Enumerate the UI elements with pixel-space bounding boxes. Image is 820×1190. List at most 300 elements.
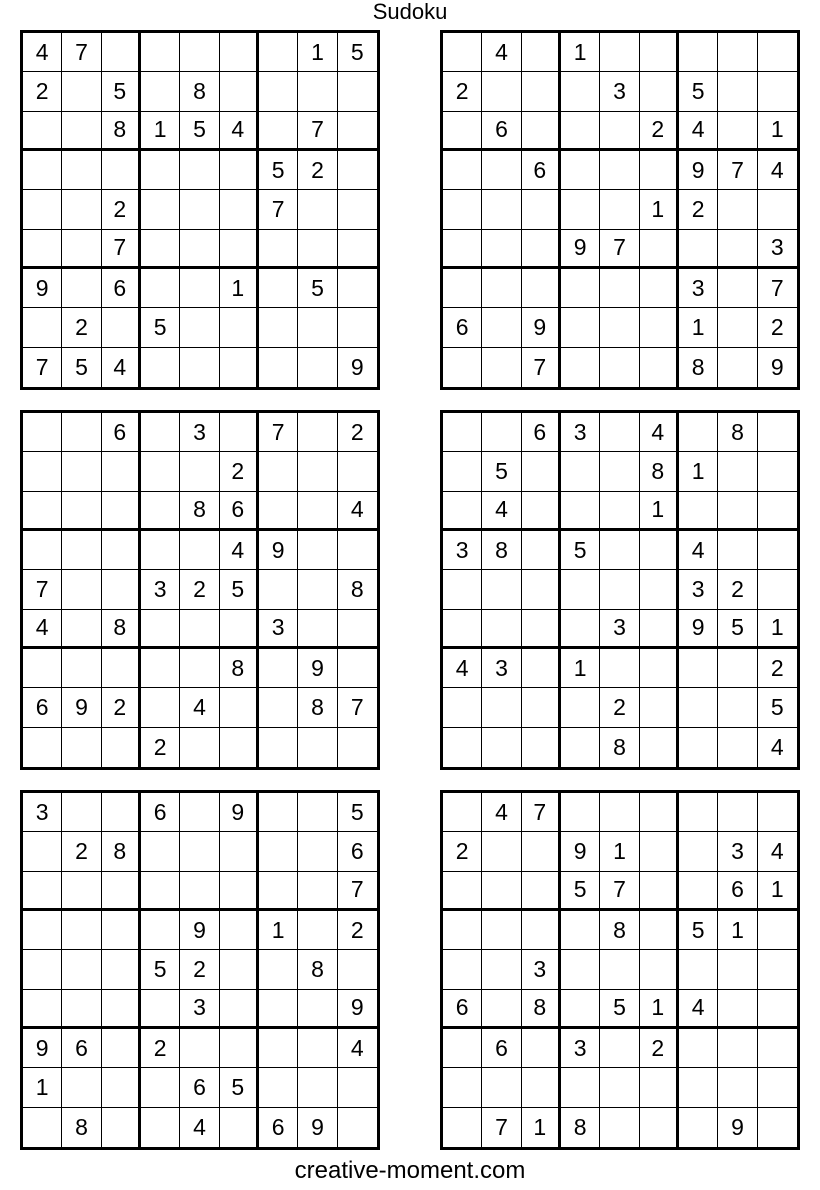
sudoku-cell: 1: [758, 610, 797, 649]
sudoku-cell: 7: [482, 1108, 521, 1147]
sudoku-cell: 7: [102, 230, 141, 269]
sudoku-cell: [679, 950, 718, 989]
sudoku-cell: [522, 230, 561, 269]
sudoku-cell: [141, 230, 180, 269]
sudoku-cell: [758, 72, 797, 111]
sudoku-cell: [180, 832, 219, 871]
sudoku-cell: [220, 151, 259, 190]
sudoku-cell: [758, 413, 797, 452]
sudoku-cell: [600, 1108, 639, 1147]
sudoku-cell: [62, 269, 101, 308]
sudoku-cell: [180, 230, 219, 269]
sudoku-cell: [62, 151, 101, 190]
sudoku-cell: 4: [640, 413, 679, 452]
sudoku-cell: [758, 492, 797, 531]
sudoku-cell: [522, 492, 561, 531]
sudoku-cell: [443, 728, 482, 767]
sudoku-cell: [102, 649, 141, 688]
sudoku-cell: 1: [220, 269, 259, 308]
sudoku-cell: [443, 112, 482, 151]
sudoku-cell: 6: [102, 413, 141, 452]
sudoku-cell: [640, 570, 679, 609]
sudoku-cell: [758, 1029, 797, 1068]
sudoku-cell: 5: [679, 911, 718, 950]
sudoku-cell: [600, 1029, 639, 1068]
sudoku-cell: [259, 832, 298, 871]
sudoku-cell: [561, 348, 600, 387]
sudoku-cell: [180, 151, 219, 190]
sudoku-cell: [259, 649, 298, 688]
sudoku-cell: 2: [180, 950, 219, 989]
sudoku-cell: [220, 230, 259, 269]
sudoku-cell: [259, 33, 298, 72]
sudoku-cell: 2: [640, 112, 679, 151]
sudoku-cell: [220, 72, 259, 111]
sudoku-cell: 6: [180, 1068, 219, 1107]
sudoku-cell: [338, 452, 377, 491]
sudoku-cell: [679, 649, 718, 688]
sudoku-cell: 8: [561, 1108, 600, 1147]
sudoku-cell: [640, 832, 679, 871]
sudoku-cell: 1: [758, 112, 797, 151]
sudoku-cell: [718, 269, 757, 308]
sudoku-cell: [259, 230, 298, 269]
sudoku-cell: [298, 230, 337, 269]
sudoku-cell: [220, 872, 259, 911]
sudoku-cell: [220, 190, 259, 229]
sudoku-cell: 4: [758, 832, 797, 871]
sudoku-cell: [180, 872, 219, 911]
sudoku-cell: 5: [482, 452, 521, 491]
sudoku-cell: [443, 1029, 482, 1068]
sudoku-cell: [102, 452, 141, 491]
sudoku-cell: [640, 872, 679, 911]
sudoku-cell: [443, 950, 482, 989]
sudoku-cell: [522, 872, 561, 911]
sudoku-cell: 5: [259, 151, 298, 190]
sudoku-cell: [561, 950, 600, 989]
sudoku-cell: 4: [443, 649, 482, 688]
sudoku-cell: [522, 72, 561, 111]
sudoku-cell: [298, 492, 337, 531]
sudoku-cell: [102, 531, 141, 570]
sudoku-cell: [220, 990, 259, 1029]
sudoku-cell: [640, 1068, 679, 1107]
sudoku-cell: [718, 688, 757, 727]
sudoku-cell: [600, 452, 639, 491]
sudoku-cell: 6: [23, 688, 62, 727]
sudoku-cell: [718, 728, 757, 767]
sudoku-cell: [443, 911, 482, 950]
sudoku-cell: [522, 1068, 561, 1107]
sudoku-cell: 2: [141, 728, 180, 767]
sudoku-cell: 2: [220, 452, 259, 491]
sudoku-cell: [758, 190, 797, 229]
sudoku-cell: [718, 1029, 757, 1068]
sudoku-cell: [141, 33, 180, 72]
sudoku-cell: 1: [679, 308, 718, 347]
sudoku-cell: [522, 269, 561, 308]
sudoku-cell: [23, 151, 62, 190]
sudoku-cell: 9: [220, 793, 259, 832]
sudoku-cell: 8: [600, 728, 639, 767]
sudoku-cell: 4: [102, 348, 141, 387]
sudoku-cell: [640, 950, 679, 989]
sudoku-cell: [561, 492, 600, 531]
sudoku-cell: [443, 348, 482, 387]
sudoku-cell: 8: [679, 348, 718, 387]
sudoku-cell: [640, 688, 679, 727]
sudoku-cell: [141, 832, 180, 871]
sudoku-cell: 1: [522, 1108, 561, 1147]
sudoku-cell: [443, 872, 482, 911]
sudoku-cell: 7: [600, 230, 639, 269]
sudoku-cell: 3: [482, 649, 521, 688]
sudoku-cell: [600, 649, 639, 688]
sudoku-cell: [62, 230, 101, 269]
sudoku-cell: [482, 990, 521, 1029]
sudoku-cell: [298, 452, 337, 491]
sudoku-cell: 4: [220, 112, 259, 151]
sudoku-cell: 3: [758, 230, 797, 269]
sudoku-cell: 4: [770, 733, 784, 760]
sudoku-cell: 2: [758, 308, 797, 347]
sudoku-cell: [259, 72, 298, 111]
sudoku-cell: [522, 728, 561, 767]
sudoku-cell: [758, 531, 797, 570]
sudoku-cell: [338, 112, 377, 151]
sudoku-cell: 5: [679, 72, 718, 111]
sudoku-cell: [561, 112, 600, 151]
sudoku-cell: [522, 112, 561, 151]
sudoku-cell: [62, 570, 101, 609]
sudoku-cell: [62, 911, 101, 950]
sudoku-cell: [522, 452, 561, 491]
sudoku-cell: [298, 531, 337, 570]
sudoku-cell: 4: [338, 1029, 377, 1068]
sudoku-puzzle-5: [20, 790, 380, 1150]
sudoku-cell: 6: [338, 832, 377, 871]
sudoku-cell: [141, 531, 180, 570]
sudoku-cell: [561, 452, 600, 491]
sudoku-cell: [758, 1068, 797, 1107]
sudoku-cell: 5: [561, 872, 600, 911]
sudoku-cell: [600, 151, 639, 190]
sudoku-cell: 3: [141, 570, 180, 609]
sudoku-cell: [482, 72, 521, 111]
sudoku-cell: [62, 649, 101, 688]
sudoku-cell: [522, 610, 561, 649]
sudoku-cell: 3: [443, 531, 482, 570]
sudoku-cell: [23, 492, 62, 531]
sudoku-cell: [298, 610, 337, 649]
sudoku-cell: [718, 492, 757, 531]
sudoku-cell: [600, 492, 639, 531]
sudoku-cell: [482, 911, 521, 950]
sudoku-cell: [482, 610, 521, 649]
sudoku-cell: [522, 911, 561, 950]
sudoku-cell: 6: [259, 1108, 298, 1147]
sudoku-cell: [679, 832, 718, 871]
sudoku-cell: 4: [482, 33, 521, 72]
sudoku-cell: 2: [338, 413, 377, 452]
sudoku-cell: 4: [679, 990, 718, 1029]
sudoku-cell: [758, 1108, 797, 1147]
sudoku-cell: 8: [640, 452, 679, 491]
sudoku-cell: 6: [102, 269, 141, 308]
sudoku-cell: [443, 570, 482, 609]
sudoku-cell: 8: [180, 492, 219, 531]
sudoku-cell: [600, 950, 639, 989]
sudoku-cell: [298, 911, 337, 950]
sudoku-cell: [141, 190, 180, 229]
sudoku-cell: [640, 793, 679, 832]
sudoku-cell: [561, 72, 600, 111]
sudoku-puzzle-2: [440, 30, 800, 390]
sudoku-cell: [561, 990, 600, 1029]
sudoku-cell: 2: [180, 570, 219, 609]
sudoku-cell: [23, 728, 62, 767]
sudoku-cell: 6: [141, 793, 180, 832]
sudoku-cell: [561, 610, 600, 649]
sudoku-cell: [338, 230, 377, 269]
sudoku-cell: [180, 793, 219, 832]
sudoku-cell: [23, 911, 62, 950]
sudoku-cell: [338, 728, 377, 767]
sudoku-cell: 3: [23, 793, 62, 832]
sudoku-cell: [141, 1068, 180, 1107]
sudoku-cell: [23, 413, 62, 452]
sudoku-cell: [220, 911, 259, 950]
sudoku-cell: [259, 492, 298, 531]
sudoku-cell: [102, 570, 141, 609]
sudoku-cell: [600, 1068, 639, 1107]
sudoku-cell: [298, 990, 337, 1029]
sudoku-cell: [443, 269, 482, 308]
sudoku-cell: [23, 950, 62, 989]
sudoku-cell: [561, 570, 600, 609]
sudoku-cell: [679, 793, 718, 832]
sudoku-cell: [679, 230, 718, 269]
sudoku-cell: 2: [338, 911, 377, 950]
sudoku-cell: 8: [482, 531, 521, 570]
sudoku-cell: [640, 348, 679, 387]
sudoku-cell: [62, 72, 101, 111]
sudoku-cell: 9: [561, 230, 600, 269]
sudoku-cell: [600, 348, 639, 387]
sudoku-cell: [102, 308, 141, 347]
sudoku-cell: [338, 610, 377, 649]
sudoku-cell: [522, 649, 561, 688]
sudoku-cell: [298, 1029, 337, 1068]
sudoku-cell: [62, 610, 101, 649]
sudoku-cell: 9: [338, 990, 377, 1029]
sudoku-cell: [62, 1068, 101, 1107]
sudoku-cell: 5: [561, 531, 600, 570]
sudoku-cell: 9: [23, 269, 62, 308]
sudoku-cell: [259, 1029, 298, 1068]
sudoku-cell: [62, 112, 101, 151]
sudoku-cell: [259, 950, 298, 989]
sudoku-cell: 8: [600, 911, 639, 950]
sudoku-cell: 2: [718, 570, 757, 609]
sudoku-cell: [298, 308, 337, 347]
sudoku-cell: [443, 1068, 482, 1107]
sudoku-cell: [758, 570, 797, 609]
sudoku-cell: 2: [141, 1029, 180, 1068]
sudoku-cell: [141, 492, 180, 531]
sudoku-cell: [259, 793, 298, 832]
sudoku-cell: 2: [758, 649, 797, 688]
sudoku-cell: 1: [600, 832, 639, 871]
sudoku-cell: [338, 72, 377, 111]
sudoku-cell: 2: [23, 72, 62, 111]
sudoku-cell: 6: [443, 990, 482, 1029]
sudoku-cell: [718, 348, 757, 387]
sudoku-cell: [298, 728, 337, 767]
sudoku-cell: 1: [718, 911, 757, 950]
sudoku-cell: [102, 911, 141, 950]
sudoku-cell: 5: [220, 570, 259, 609]
sudoku-cell: [600, 33, 639, 72]
sudoku-cell: 1: [561, 33, 600, 72]
sudoku-cell: [679, 872, 718, 911]
sudoku-cell: 5: [141, 308, 180, 347]
sudoku-cell: [23, 832, 62, 871]
sudoku-cell: [561, 688, 600, 727]
sudoku-cell: 3: [679, 570, 718, 609]
sudoku-cell: 6: [718, 872, 757, 911]
page-title: Sudoku: [372, 0, 448, 24]
sudoku-cell: 9: [23, 1029, 62, 1068]
sudoku-cell: [600, 269, 639, 308]
sudoku-cell: 1: [259, 911, 298, 950]
sudoku-cell: [102, 950, 141, 989]
sudoku-cell: [482, 151, 521, 190]
sudoku-cell: 7: [522, 348, 561, 387]
sudoku-cell: 3: [561, 413, 600, 452]
sudoku-cell: 5: [220, 1068, 259, 1107]
sudoku-cell: [141, 911, 180, 950]
sudoku-cell: [338, 531, 377, 570]
sudoku-cell: [180, 452, 219, 491]
sudoku-cell: [482, 570, 521, 609]
sudoku-cell: 2: [640, 1029, 679, 1068]
sudoku-cell: [220, 832, 259, 871]
sudoku-puzzle-6: [440, 790, 800, 1150]
sudoku-cell: [102, 33, 141, 72]
sudoku-cell: [23, 452, 62, 491]
sudoku-cell: 9: [298, 649, 337, 688]
sudoku-cell: 7: [522, 793, 561, 832]
sudoku-cell: [679, 413, 718, 452]
sudoku-cell: 5: [338, 33, 377, 72]
sudoku-cell: [141, 688, 180, 727]
sudoku-cell: [180, 610, 219, 649]
sudoku-cell: [180, 33, 219, 72]
sudoku-cell: [443, 33, 482, 72]
sudoku-cell: [141, 348, 180, 387]
sudoku-cell: [102, 872, 141, 911]
sudoku-cell: 7: [23, 348, 62, 387]
sudoku-cell: 2: [443, 832, 482, 871]
sudoku-cell: 4: [679, 531, 718, 570]
sudoku-cell: 5: [338, 793, 377, 832]
sudoku-cell: [180, 728, 219, 767]
sudoku-cell: [259, 570, 298, 609]
sudoku-cell: [298, 190, 337, 229]
sudoku-cell: [298, 793, 337, 832]
sudoku-cell: [718, 1068, 757, 1107]
sudoku-cell: 1: [298, 33, 337, 72]
sudoku-cell: [62, 190, 101, 229]
sudoku-cell: [23, 230, 62, 269]
sudoku-cell: [522, 688, 561, 727]
sudoku-cell: [141, 151, 180, 190]
sudoku-cell: [259, 872, 298, 911]
sudoku-cell: [443, 793, 482, 832]
sudoku-cell: [298, 570, 337, 609]
sudoku-cell: [62, 492, 101, 531]
sudoku-cell: [102, 151, 141, 190]
sudoku-cell: [259, 452, 298, 491]
sudoku-cell: [679, 728, 718, 767]
sudoku-cell: [23, 990, 62, 1029]
sudoku-cell: [640, 151, 679, 190]
sudoku-cell: [522, 1029, 561, 1068]
sudoku-cell: 6: [522, 413, 561, 452]
sudoku-cell: 9: [679, 610, 718, 649]
sudoku-puzzle-1: [20, 30, 380, 390]
sudoku-cell: 4: [758, 151, 797, 190]
sudoku-cell: 9: [350, 353, 364, 380]
sudoku-cell: [62, 728, 101, 767]
sudoku-cell: 9: [180, 911, 219, 950]
sudoku-cell: [338, 649, 377, 688]
sudoku-cell: 7: [259, 413, 298, 452]
sudoku-cell: 7: [259, 190, 298, 229]
sudoku-cell: [718, 112, 757, 151]
sudoku-cell: [141, 610, 180, 649]
sudoku-cell: [141, 990, 180, 1029]
sudoku-cell: 4: [338, 492, 377, 531]
sudoku-cell: 5: [718, 610, 757, 649]
sudoku-cell: 1: [640, 190, 679, 229]
sudoku-cell: [482, 190, 521, 229]
sudoku-cell: [259, 269, 298, 308]
sudoku-cell: [259, 112, 298, 151]
sudoku-cell: 9: [522, 308, 561, 347]
sudoku-cell: 3: [180, 413, 219, 452]
sudoku-cell: [338, 1068, 377, 1107]
sudoku-cell: [62, 950, 101, 989]
sudoku-cell: [640, 230, 679, 269]
sudoku-cell: 7: [298, 112, 337, 151]
sudoku-cell: 8: [298, 688, 337, 727]
sudoku-cell: 1: [23, 1068, 62, 1107]
sudoku-cell: [522, 33, 561, 72]
sudoku-cell: [102, 990, 141, 1029]
sudoku-cell: [561, 308, 600, 347]
sudoku-cell: [758, 33, 797, 72]
sudoku-cell: [62, 531, 101, 570]
sudoku-cell: 8: [522, 990, 561, 1029]
sudoku-cell: [220, 950, 259, 989]
sudoku-cell: [62, 872, 101, 911]
sudoku-cell: [102, 1108, 141, 1147]
sudoku-cell: [220, 33, 259, 72]
sudoku-cell: [23, 190, 62, 229]
